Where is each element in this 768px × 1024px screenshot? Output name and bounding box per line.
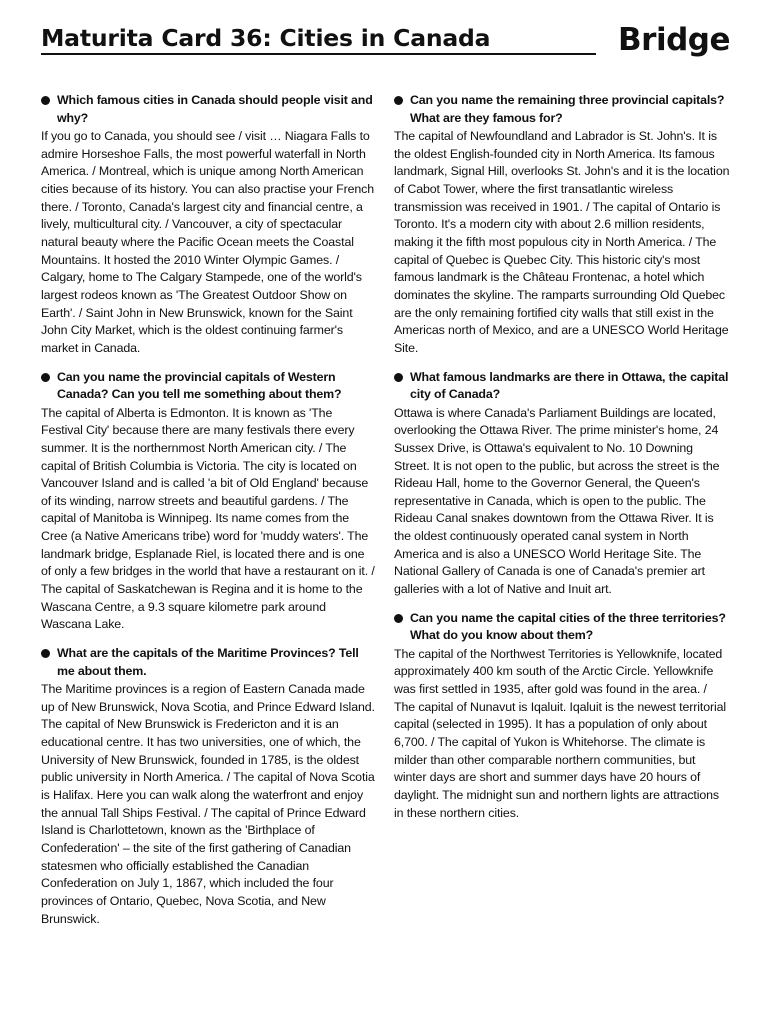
question-heading bbox=[394, 369, 730, 404]
question-heading bbox=[41, 645, 377, 680]
question-heading bbox=[41, 369, 377, 404]
question-text: Which famous cities in Canada should people visit and why? bbox=[57, 93, 373, 125]
qa-section bbox=[394, 92, 730, 358]
answer-text: If you go to Canada, you should see / visit … Niagara Falls to admire Horseshoe Falls, the most powerful waterfall in North America. / Montreal, which is unique among North American cities because of its history. You can also practise your French there. / Toronto, Canada's largest city and financial centre, a lively, multicultural city. / Vancouver, a city of spectacular natural beauty where the Pacific Ocean meets the Coastal Mountains. It hosted the 2010 Winter Olympic Games. / Calgary, home to The Calgary Stampede, one of the world's largest rodeos known as 'The Greatest Outdoor Show on Earth'. / Saint John in New Brunswick, known for the Saint John City Market, which is the oldest continuing farmer's market in Canada. bbox=[41, 129, 375, 355]
bullet-icon bbox=[394, 373, 403, 382]
page-header bbox=[41, 20, 730, 60]
bullet-icon bbox=[41, 649, 50, 658]
right-column bbox=[394, 92, 730, 833]
qa-section bbox=[394, 369, 730, 599]
page-title: Maturita Card 36: Cities in Canada bbox=[41, 24, 491, 52]
answer-text: The capital of the Northwest Territories is Yellowknife, located approximately 400 km south of the Arctic Circle. Yellowknife was first settled in 1935, after gold was found in the area. / The capital of Nunavut is Iqaluit. Iqaluit is the newest territorial capital (selected in 1995). It has a population of only about 6,700. / The capital of Yukon is Whitehorse. The climate is milder than other comparable northern communities, but winter days are short and summer days have 20 hours of daylight. The midnight sun and northern lights are attractions in these northern cities. bbox=[394, 646, 727, 820]
question-text: What famous landmarks are there in Ottawa, the capital city of Canada? bbox=[410, 369, 729, 402]
answer-text: The capital of Alberta is Edmonton. It is known as 'The Festival City' because there are many festivals there every summer. It is the northernmost North American city. / The capital of British Columbia is Victoria. The city is located on Vancouver Island and is called 'a bit of Old England' because of its winding, narrow streets and beautiful gardens. / The capital of Manitoba is Winnipeg. Its name comes from the Cree (a Native Americans tribe) word for 'muddy waters'. The landmark bridge, Esplanade Riel, is located there and is one of only a few bridges in the world that have a restaurant on it. / The capital of Saskatchewan is Regina and it is home to the Wascana Centre, a 9.3 square kilometre park around Wascana Lake. bbox=[41, 405, 375, 632]
title-underline bbox=[41, 53, 596, 55]
question-text: Can you name the capital cities of the three territories? What do you know about them? bbox=[410, 610, 726, 643]
qa-section bbox=[394, 610, 730, 823]
answer-text: The Maritime provinces is a region of Eastern Canada made up of New Brunswick, Nova Scotia, and Prince Edward Island. The capital of New Brunswick is Fredericton and it is an educational centre. It has two universities, one of which, the University of New Brunswick, founded in 1785, is the oldest public university in North America. / The capital of Nova Scotia is Halifax. Here you can walk along the waterfront and enjoy the annual Tall Ships Festival. / The capital of Prince Edward Island is Charlottetown, known as the 'Birthplace of Confederation' – the site of the first gathering of Canadian statesmen who officially established the Canadian Confederation on July 1, 1867, which included the four provinces of Ontario, Quebec, Nova Scotia, and New Brunswick. bbox=[41, 682, 375, 926]
question-heading bbox=[41, 92, 377, 127]
bullet-icon bbox=[41, 373, 50, 382]
bullet-icon bbox=[394, 96, 403, 105]
bullet-icon bbox=[41, 96, 50, 105]
qa-section bbox=[41, 369, 377, 635]
answer-text: The capital of Newfoundland and Labrador is St. John's. It is the oldest English-founded city in North America. Its famous landmark, Signal Hill, overlooks St. John's and it is the location of Cabot Tower, where the first transatlantic wireless transmission was received in 1901. / The capital of Ontario is Toronto. It's a modern city with about 2.6 million residents, making it the fifth most populous city in North America. / The capital of Quebec is Quebec City. This historic city's most famous landmark is the Château Frontenac, a hotel which dominates the skyline. The ramparts surrounding Old Quebec are the only remaining fortified city walls that still exist in the Americas north of Mexico, and are a UNESCO World Heritage Site. bbox=[394, 129, 730, 355]
qa-section bbox=[41, 92, 377, 358]
question-text: Can you name the provincial capitals of Western Canada? Can you tell me something about them? bbox=[57, 369, 342, 402]
left-column bbox=[41, 92, 377, 939]
answer-text: Ottawa is where Canada's Parliament Buildings are located, overlooking the Ottawa River. The prime minister's home, 24 Sussex Drive, is Ottawa's equivalent to No. 10 Downing Street. It is not open to the public, but across the street is the Rideau Hall, home to the Governor General, the Queen's representative in Canada, which is open to the public. The Rideau Canal snakes downtown from the Ottawa River. It is the oldest continuously operated canal system in North America and is also a UNESCO World Heritage Site. The National Gallery of Canada is one of Canada's premier art galleries with a lot of Native and Inuit art. bbox=[394, 405, 720, 597]
question-heading bbox=[394, 610, 730, 645]
question-heading bbox=[394, 92, 730, 127]
brand-logo: Bridge bbox=[618, 22, 730, 58]
qa-section bbox=[41, 645, 377, 928]
bullet-icon bbox=[394, 614, 403, 623]
question-text: Can you name the remaining three provincial capitals? What are they famous for? bbox=[410, 93, 725, 125]
question-text: What are the capitals of the Maritime Provinces? Tell me about them. bbox=[57, 646, 359, 678]
